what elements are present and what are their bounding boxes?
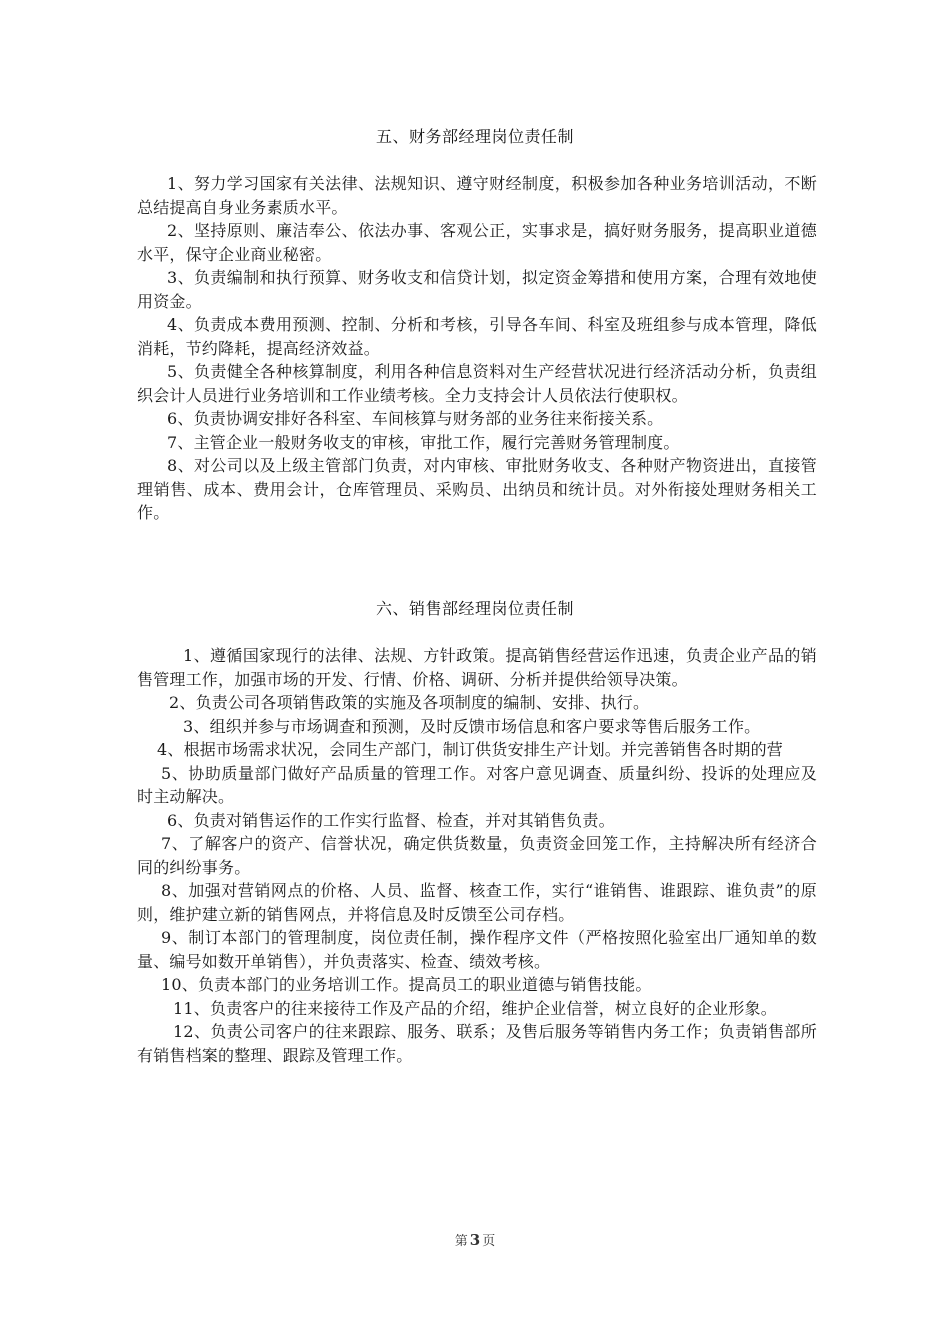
footer-prefix: 第 xyxy=(454,1234,468,1249)
section-six-item-10: 10、负责本部门的业务培训工作。提高员工的职业道德与销售技能。 xyxy=(161,975,652,994)
section-six-item-7: 7、了解客户的资产、信誉状况，确定供货数量，负责资金回笼工作，主持解决所有经济合同的纠纷事务。 xyxy=(137,834,817,877)
section-five-item-4: 4、负责成本费用预测、控制、分析和考核，引导各车间、科室及班组参与成本管理，降低消耗，节约降耗，提高经济效益。 xyxy=(137,315,817,358)
section-six-item-4: 4、根据市场需求状况，会同生产部门，制订供货安排生产计划。并完善销售各时期的营 xyxy=(157,740,783,759)
section-five-title: 五、财务部经理岗位责任制 xyxy=(375,127,574,146)
section-five-item-8: 8、对公司以及上级主管部门负责，对内审核、审批财务收支、各种财产物资进出，直接管理销售、成本、费用会计，仓库管理员、采购员、出纳员和统计员。对外衔接处理财务相关工作。 xyxy=(137,456,817,522)
section-five-item-5: 5、负责健全各种核算制度，利用各种信息资料对生产经营状况进行经济活动分析，负责组织会计人员进行业务培训和工作业绩考核。全力支持会计人员依法行使职权。 xyxy=(137,362,817,405)
footer-suffix: 页 xyxy=(482,1234,496,1249)
page-footer xyxy=(0,1230,950,1249)
section-six-item-6: 6、负责对销售运作的工作实行监督、检查，并对其销售负责。 xyxy=(167,810,615,830)
section-six-item-9: 9、制订本部门的管理制度，岗位责任制，操作程序文件（严格按照化验室出厂通知单的数量、编号如数开单销售），并负责落实、检查、绩效考核。 xyxy=(137,928,817,971)
section-six-item-5: 5、协助质量部门做好产品质量的管理工作。对客户意见调查、质量纠纷、投诉的处理应及时主动解决。 xyxy=(137,763,817,806)
section-six-item-1: 1、遵循国家现行的法律、法规、方针政策。提高销售经营运作迅速，负责企业产品的销售管理工作，加强市场的开发、行情、价格、调研、分析并提供给领导决策。 xyxy=(137,646,817,689)
section-five-item-6: 6、负责协调安排好各科室、车间核算与财务部的业务往来衔接关系。 xyxy=(167,409,664,428)
section-six-item-11: 11、负责客户的往来接待工作及产品的介绍，维护企业信誉，树立良好的企业形象。 xyxy=(173,998,777,1018)
section-six-item-8: 8、加强对营销网点的价格、人员、监督、核查工作，实行“谁销售、谁跟踪、谁负责”的原则，维护建立新的销售网点，并将信息及时反馈至公司存档。 xyxy=(137,881,817,924)
section-five-item-7: 7、主管企业一般财务收支的审核，审批工作，履行完善财务管理制度。 xyxy=(167,432,680,452)
section-six-title: 六、销售部经理岗位责任制 xyxy=(375,599,574,618)
section-six-item-2: 2、负责公司各项销售政策的实施及各项制度的编制、安排、执行。 xyxy=(169,693,650,712)
section-five-body xyxy=(137,172,817,525)
section-six-item-12: 12、负责公司客户的往来跟踪、服务、联系；及售后服务等销售内务工作；负责销售部所有销售档案的整理、跟踪及管理工作。 xyxy=(137,1022,817,1065)
section-six-body xyxy=(137,644,817,1067)
page-number: 3 xyxy=(469,1231,481,1249)
section-six-item-3: 3、组织并参与市场调查和预测，及时反馈市场信息和客户要求等售后服务工作。 xyxy=(183,716,761,736)
section-five-item-2: 2、坚持原则、廉洁奉公、依法办事、客观公正，实事求是，搞好财务服务，提高职业道德水平，保守企业商业秘密。 xyxy=(137,221,817,264)
section-five-item-1: 1、努力学习国家有关法律、法规知识、遵守财经制度，积极参加各种业务培训活动，不断总结提高自身业务素质水平。 xyxy=(137,174,817,217)
section-five-item-3: 3、负责编制和执行预算、财务收支和信贷计划，拟定资金筹措和使用方案，合理有效地使用资金。 xyxy=(137,268,817,311)
